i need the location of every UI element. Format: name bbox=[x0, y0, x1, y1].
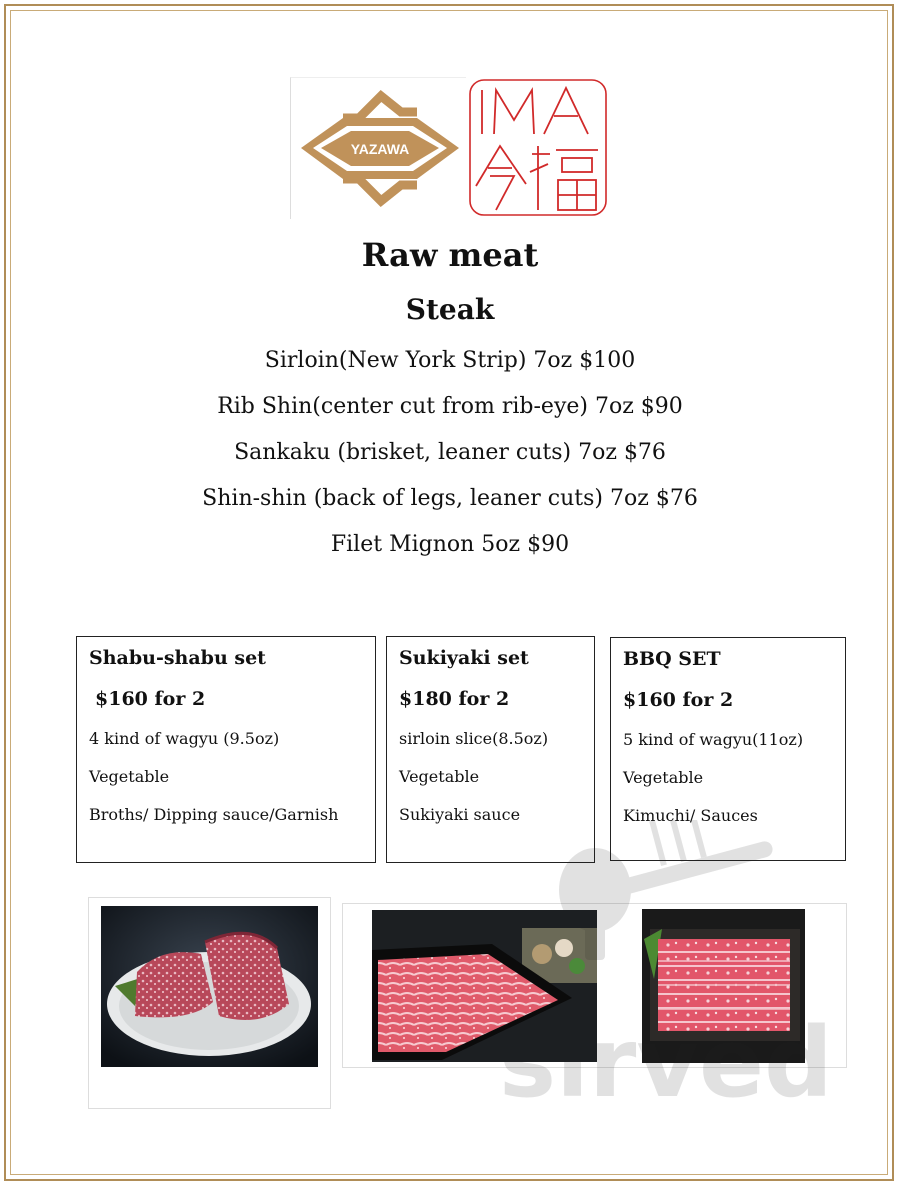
steak-photo bbox=[101, 906, 318, 1067]
sukiyaki-set-box bbox=[386, 636, 595, 863]
bbq-photo bbox=[642, 909, 805, 1063]
steak-photo-card bbox=[88, 897, 331, 1109]
set-item: 4 kind of wagyu (9.5oz) bbox=[89, 729, 280, 748]
shabu-shabu-set-box bbox=[76, 636, 376, 863]
set-item: 5 kind of wagyu(11oz) bbox=[623, 730, 804, 749]
set-item: Vegetable bbox=[623, 768, 704, 787]
set-name: Sukiyaki set bbox=[399, 647, 529, 669]
set-item: sirloin slice(8.5oz) bbox=[399, 729, 549, 748]
set-name: BBQ SET bbox=[623, 648, 721, 670]
subsection-title: Steak bbox=[405, 293, 495, 326]
set-item: Vegetable bbox=[89, 767, 170, 786]
set-price: $160 for 2 bbox=[95, 688, 206, 710]
menu-item: Rib Shin(center cut from rib-eye) 7oz $90 bbox=[217, 394, 683, 419]
set-item: Kimuchi/ Sauces bbox=[623, 806, 758, 825]
set-item: Vegetable bbox=[399, 767, 480, 786]
sukiyaki-photo bbox=[372, 910, 597, 1062]
menu-item: Sankaku (brisket, leaner cuts) 7oz $76 bbox=[234, 440, 666, 465]
menu-item: Filet Mignon 5oz $90 bbox=[330, 532, 570, 557]
menu-item: Shin-shin (back of legs, leaner cuts) 7oz $76 bbox=[202, 486, 698, 511]
set-name: Shabu-shabu set bbox=[89, 647, 266, 669]
set-price: $180 for 2 bbox=[399, 688, 510, 710]
ima-seal-logo bbox=[466, 76, 610, 219]
section-title: Raw meat bbox=[361, 236, 539, 274]
set-price: $160 for 2 bbox=[623, 689, 734, 711]
yazawa-logo bbox=[290, 77, 466, 219]
set-item: Broths/ Dipping sauce/Garnish bbox=[89, 805, 339, 824]
set-item: Sukiyaki sauce bbox=[399, 805, 521, 824]
bbq-set-box bbox=[610, 637, 846, 861]
menu-item: Sirloin(New York Strip) 7oz $100 bbox=[264, 348, 636, 373]
yazawa-logo-text: YAZAWA bbox=[350, 141, 410, 157]
